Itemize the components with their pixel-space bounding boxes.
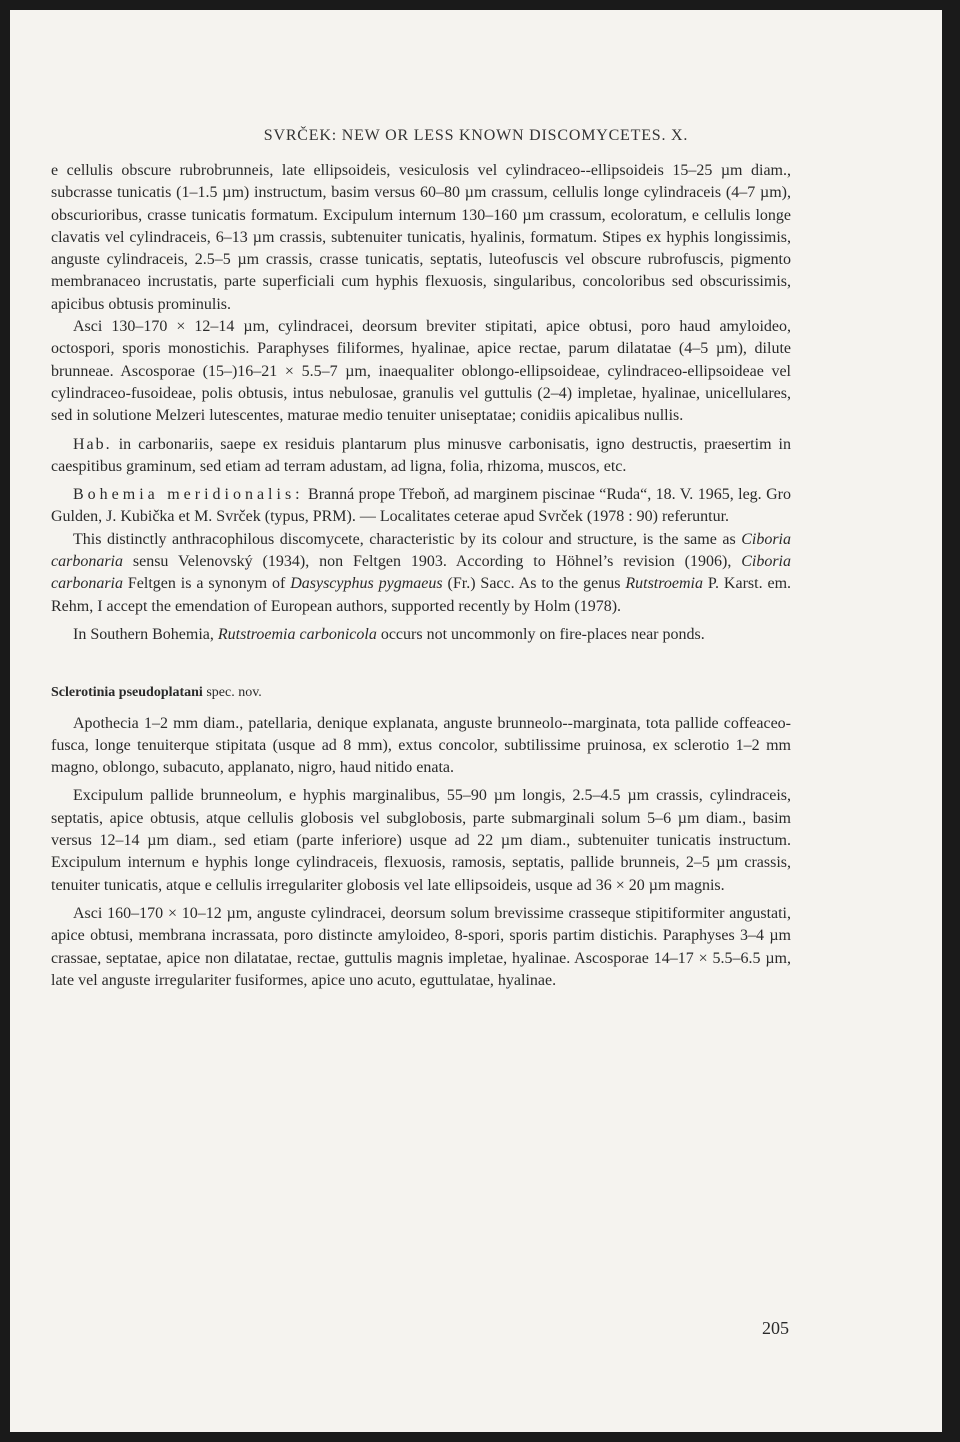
- habitat-label: Hab.: [73, 435, 112, 453]
- taxon-name: Ciboria carbonaria: [51, 553, 791, 593]
- locality-label: Bohemia meridionalis:: [73, 486, 304, 504]
- paragraph-apothecia: Apothecia 1–2 mm diam., patellaria, denique explanata, anguste brunneolo--marginata, tota pallide coffeaceo-fusca, longe tenuiterque stipitata (usque ad 8 mm), extus concolor, subtilissime pruinosa, ex sclerotio 1–2 mm magno, oblongo, subacuto, applanato, nigro, haud nitido enata.: [51, 714, 791, 777]
- paragraph-distribution: [51, 624, 791, 646]
- discussion-text-4: (Fr.) Sacc. As to the genus: [442, 575, 626, 593]
- species-suffix: spec. nov.: [202, 685, 262, 701]
- discussion-text-1: This distinctly anthracophilous discomycete, characteristic by its colour and structure, is the same as: [73, 530, 742, 548]
- discussion-text-2: sensu Velenovský (1934), non Feltgen 1903. According to Höhnel’s revision (1906),: [123, 553, 742, 571]
- discussion-text-3: Feltgen is a synonym of: [123, 575, 291, 593]
- paragraph-asci-2: Asci 160–170 × 10–12 µm, anguste cylindracei, deorsum solum brevissime crasseque stipitiformiter angustati, apice obtusi, membrana incrassata, poro distincte amyloideo, 8-spori, sporis partim distichis. Paraphyses 3–4 µm crassae, septatae, apice non dilatatae, rectae, guttulis magnis impletae, hyalinae. Ascosporae 14–17 × 5.5–6.5 µm, late vel anguste irregulariter fusiformes, apice uno acuto, eguttulatae, hyalinae.: [51, 904, 791, 989]
- taxon-name: Ciboria carbonaria: [51, 530, 791, 571]
- discussion-text-5: P. Karst. em. Rehm, I accept the emendation of European authors, supported recently by Holm (1978).: [51, 575, 792, 615]
- body-text: [51, 160, 791, 992]
- paragraph-asci: Asci 130–170 × 12–14 µm, cylindracei, deorsum breviter stipitati, apice obtusi, poro haud amyloideo, octospori, sporis monostichis. Paraphyses filiformes, hyalinae, apice rectae, parum dilatatae (4–5 µm), dilute brunneae. Ascosporae (15–)16–21 × 5.5–7 µm, inaequaliter oblongo-ellipsoideae, cylindraceo-ellipsoideae vel cylindraceo-fusoideae, polis obtusis, intus nebulosae, granulis vel guttulis (2–4) impletae, hyalinae, unicellulares, sed in solutione Melzeri lutescentes, maturae medio tenuiter uniseptatae; conidiis apicalibus nullis.: [51, 318, 791, 425]
- distribution-text-1: In Southern Bohemia,: [73, 625, 218, 643]
- taxon-name: Rutstroemia: [625, 575, 703, 593]
- species-heading: [51, 682, 791, 704]
- paragraph-excipulum: e cellulis obscure rubrobrunneis, late ellipsoideis, vesiculosis vel cylindraceo--ellipsoideis 15–25 µm diam., subcrasse tunicatis (1–1.5 µm) instructum, basim versus 60–80 µm crassum, cellulis longe cylindraceis (4–7 µm), obscurioribus, crasse tunicatis formatum. Excipulum internum 130–160 µm crassum, ecoloratum, e cellulis longe clavatis vel cylindraceis, 6–13 µm crassis, subtenuiter tunicatis, hyalinis, formatum. Stipes ex hyphis longissimis, anguste cylindraceis, 2.5–5 µm crassis, crasse tunicatis, septatis, luteofuscis vel obscure rubrofuscis, pigmento membranaceo incrustatis, parte superficiali cum hyphis flexuosis, singularibus, concoloribus sed obscurissimis, apicibus obtusis prominulis.: [51, 162, 791, 313]
- species-name: Sclerotinia pseudoplatani: [51, 685, 203, 701]
- running-head: SVRČEK: NEW OR LESS KNOWN DISCOMYCETES. X.: [263, 127, 689, 144]
- journal-page: [10, 10, 942, 1432]
- paragraph-excipulum-2: Excipulum pallide brunneolum, e hyphis marginalibus, 55–90 µm longis, 2.5–4.5 µm crassis, cylindraceis, septatis, apice obtusis, atque cellulis globosis vel subglobosis, parte submarginali solum 5–6 µm diam., basim versus 12–14 µm diam., sed etiam (parte inferiore) usque ad 22 µm diam., subtenuiter tunicatis instructum. Excipulum internum e hyphis longe cylindraceis, flexuosis, ramosis, septatis, pallide brunneis, 2–5 µm crassis, tenuiter tunicatis, atque e cellulis irregulariter globosis vel late ellipsoideis, usque ad 36 × 20 µm magnis.: [51, 787, 791, 894]
- paragraph-habitat: [51, 434, 791, 479]
- habitat-text: in carbonariis, saepe ex residuis plantarum plus minusve carbonisatis, igno destructis, praesertim in caespitibus graminum, sed etiam ad terram adustam, ad ligna, folia, rhizoma, muscos, etc.: [51, 435, 791, 475]
- taxon-name: Rutstroemia carbonicola: [217, 625, 377, 643]
- paragraph-discussion: [51, 529, 791, 618]
- distribution-text-2: occurs not uncommonly on fire-places near ponds.: [376, 625, 705, 643]
- taxon-name: Dasyscyphus pygmaeus: [290, 575, 443, 593]
- page-number: 205: [762, 1318, 789, 1338]
- locality-text: Branná prope Třeboň, ad marginem piscinae “Ruda“, 18. V. 1965, leg. Gro Gulden, J. Kubička et M. Svrček (typus, PRM). — Localitates ceterae apud Svrček (1978 : 90) referuntur.: [51, 486, 791, 526]
- paragraph-locality: [51, 484, 791, 529]
